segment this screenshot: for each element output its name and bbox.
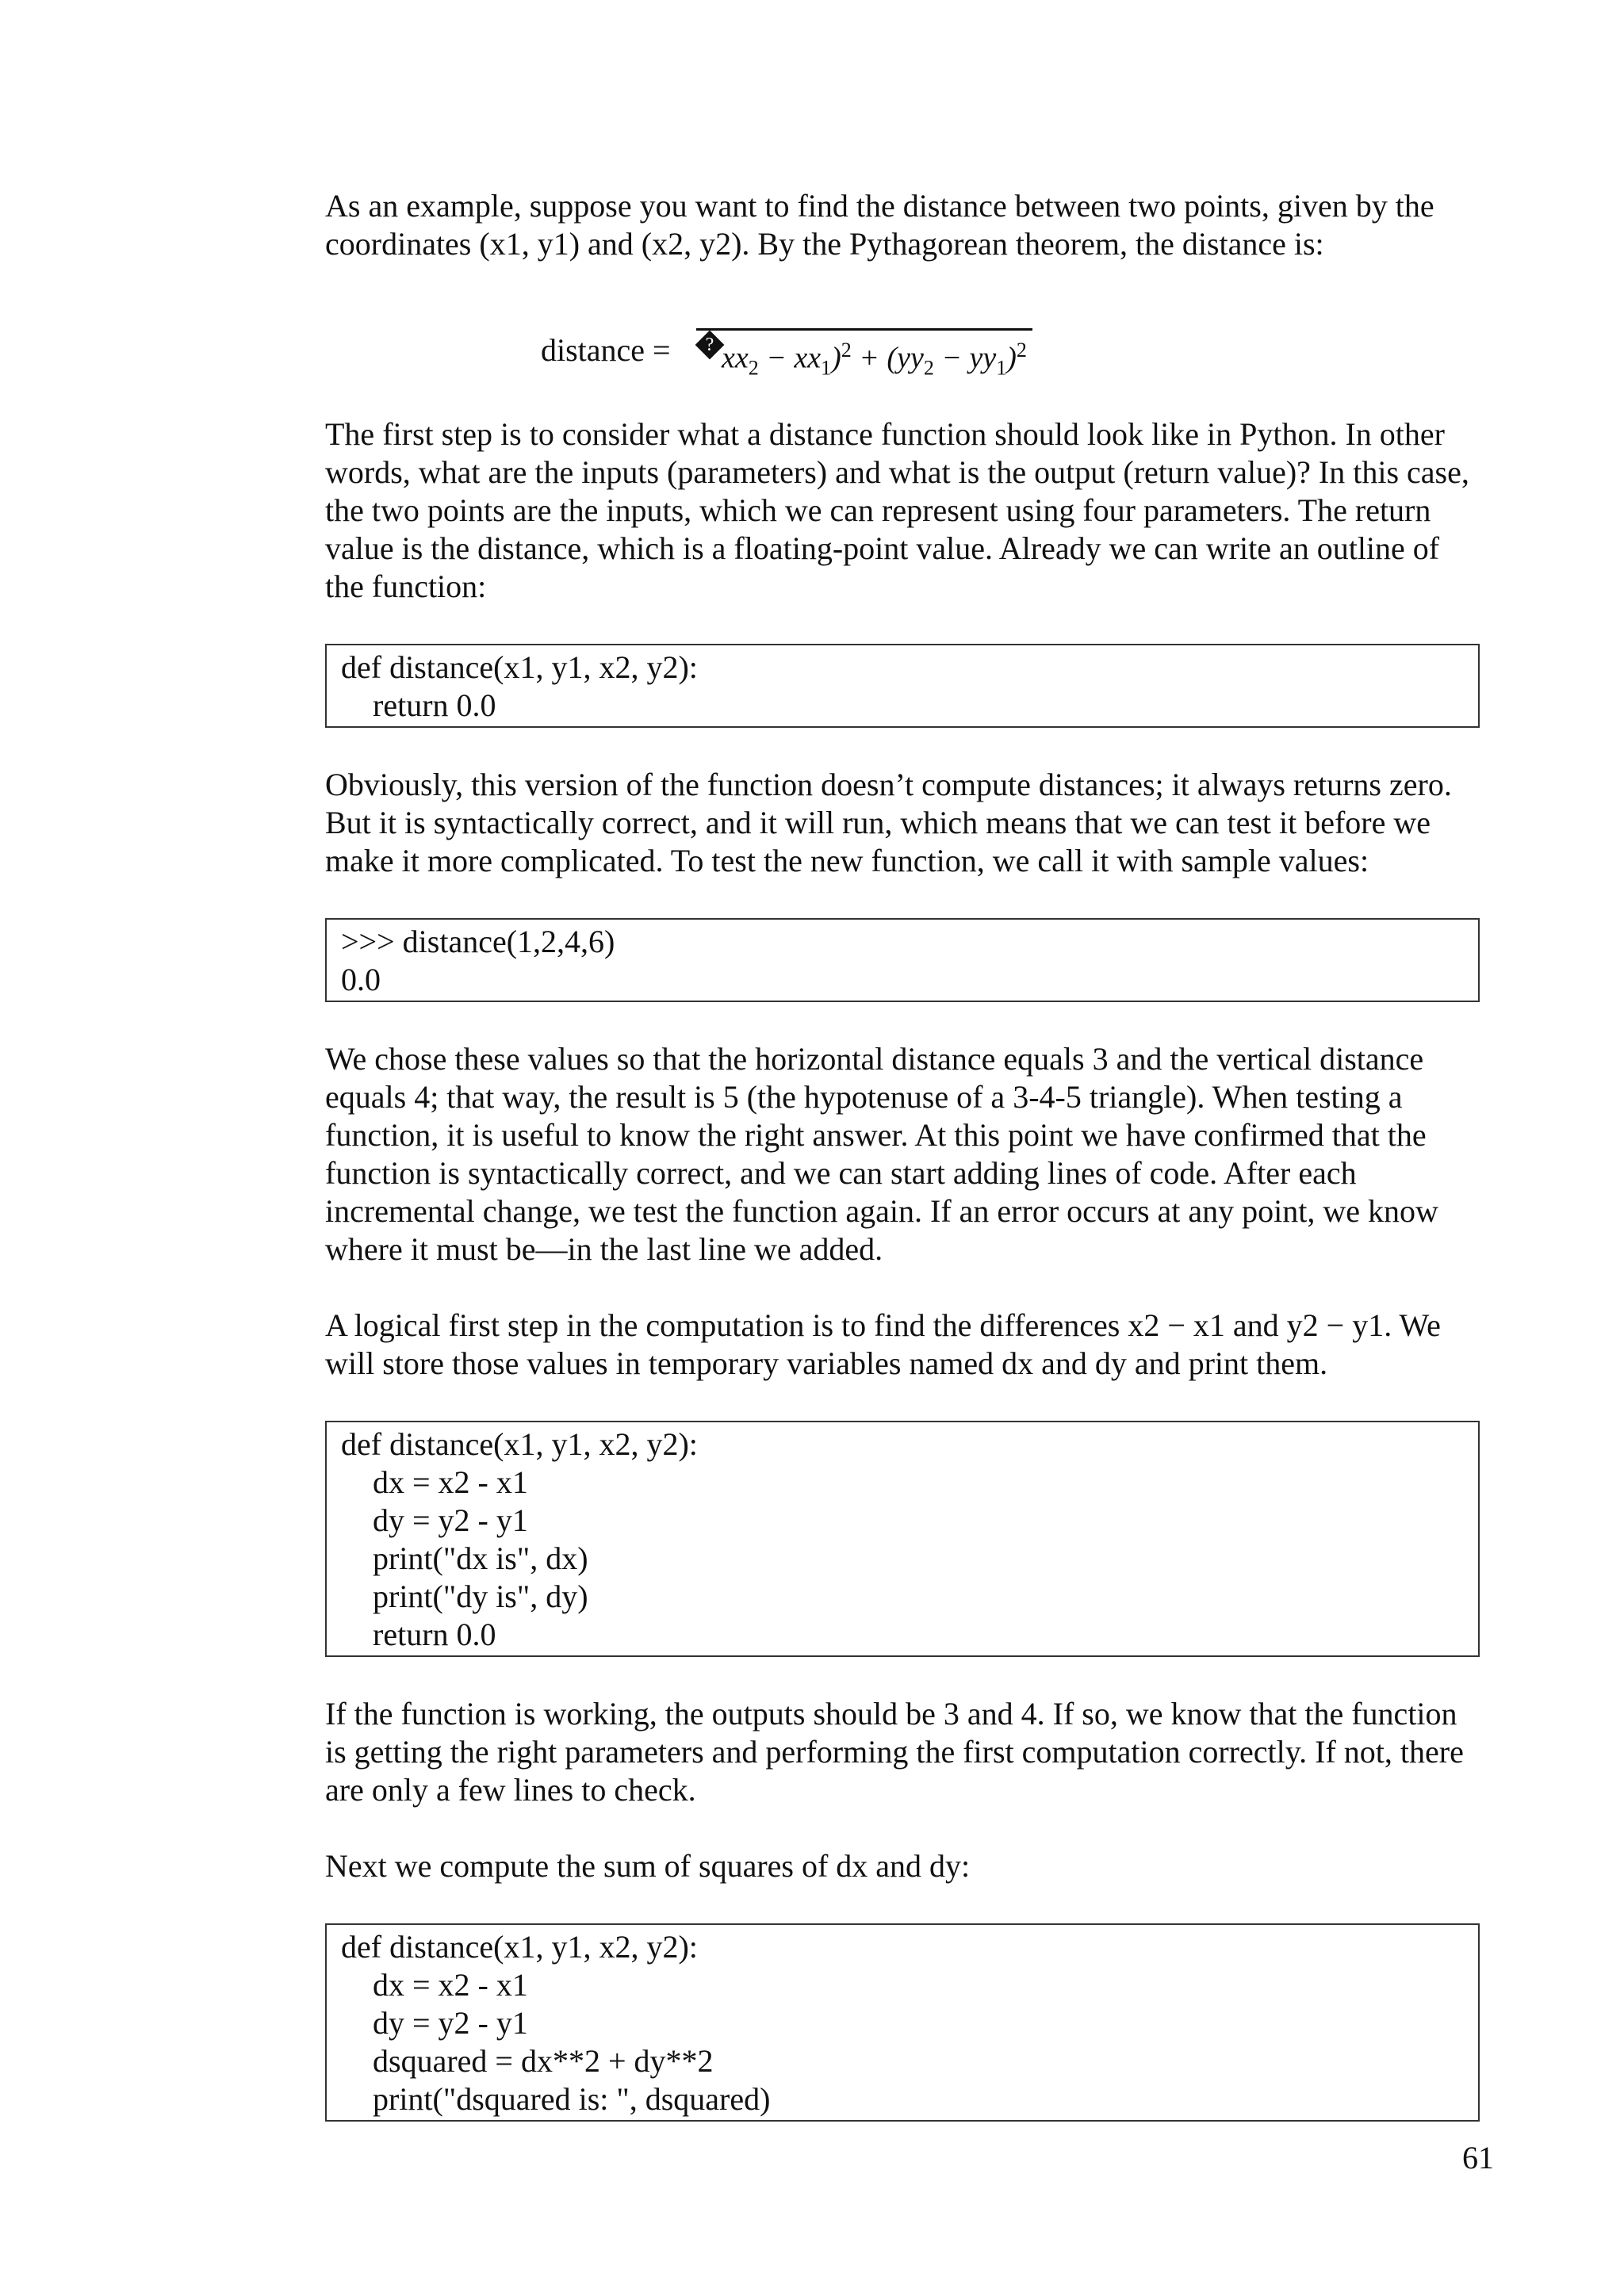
paragraph-testing: Obviously, this version of the function doesn’t compute distances; it always returns zero. But it is syntactically correct, and it will run, which means that we can test it before we make it more complicated. To test the new function, we call it with sample values:: [325, 767, 1452, 878]
code-line: def distance(x1, y1, x2, y2):: [341, 1929, 698, 1965]
paragraph-intro: As an example, suppose you want to find the distance between two points, given by the coordinates (x1, y1) and (x2, y2). By the Pythagorean theorem, the distance is:: [325, 188, 1434, 262]
paragraph-outputs: If the function is working, the outputs should be 3 and 4. If so, we know that the function is getting the right parameters and performing the first computation correctly. If not, there are only a few lines to check.: [325, 1696, 1464, 1808]
paragraph-sum-of-squares: Next we compute the sum of squares of dx and dy:: [325, 1848, 971, 1884]
code-line: dy = y2 - y1: [341, 2005, 528, 2041]
code-line: print("dsquared is: ", dsquared): [341, 2081, 771, 2117]
formula-lhs: distance =: [541, 332, 671, 368]
distance-formula: [325, 301, 1480, 380]
page-number: 61: [1462, 2140, 1494, 2175]
formula-radicand: $xx_2 - xx_1)^2 + (yy_2 - yy_1)^2$: [722, 339, 1027, 380]
code-line: 0.0: [341, 962, 381, 997]
paragraph-function-design: The first step is to consider what a distance function should look like in Python. In other words, what are the inputs (parameters) and what is the output (return value)? In this case, the two points are the inputs, which we can represent using four parameters. The return value is the distance, which is a floating-point value. Already we can write an outline of the function:: [325, 416, 1469, 604]
page-content: [325, 187, 1480, 2160]
paragraph-test-values: We chose these values so that the horizontal distance equals 3 and the vertical distance equals 4; that way, the result is 5 (the hypotenuse of a 3-4-5 triangle). When testing a function, it is useful to know the right answer. At this point we have confirmed that the function is syntactically correct, and we can start adding lines of code. After each incremental change, we test the function again. If an error occurs at any point, we know where it must be—in the last line we added.: [325, 1041, 1438, 1267]
code-line: return 0.0: [341, 687, 496, 723]
code-line: return 0.0: [341, 1617, 496, 1652]
code-line: def distance(x1, y1, x2, y2):: [341, 649, 698, 685]
code-line: dx = x2 - x1: [341, 1967, 528, 2003]
paragraph-differences: A logical first step in the computation is to find the differences x2 − x1 and y2 − y1. We will store those values in temporary variables named dx and dy and print them.: [325, 1307, 1441, 1381]
sqrt-icon: ?: [698, 333, 722, 357]
code-block-outline: [325, 644, 1480, 728]
code-line: dy = y2 - y1: [341, 1502, 528, 1538]
code-line: print("dx is", dx): [341, 1540, 588, 1576]
code-line: def distance(x1, y1, x2, y2):: [341, 1426, 698, 1462]
code-line: print("dy is", dy): [341, 1578, 588, 1614]
code-line: >>> distance(1,2,4,6): [341, 924, 615, 959]
code-block-squares: [325, 1923, 1480, 2122]
code-line: dx = x2 - x1: [341, 1464, 528, 1500]
radical-bar: [696, 328, 1032, 331]
code-block-differences: [325, 1421, 1480, 1657]
code-line: dsquared = dx**2 + dy**2: [341, 2043, 714, 2079]
code-block-test: [325, 918, 1480, 1002]
